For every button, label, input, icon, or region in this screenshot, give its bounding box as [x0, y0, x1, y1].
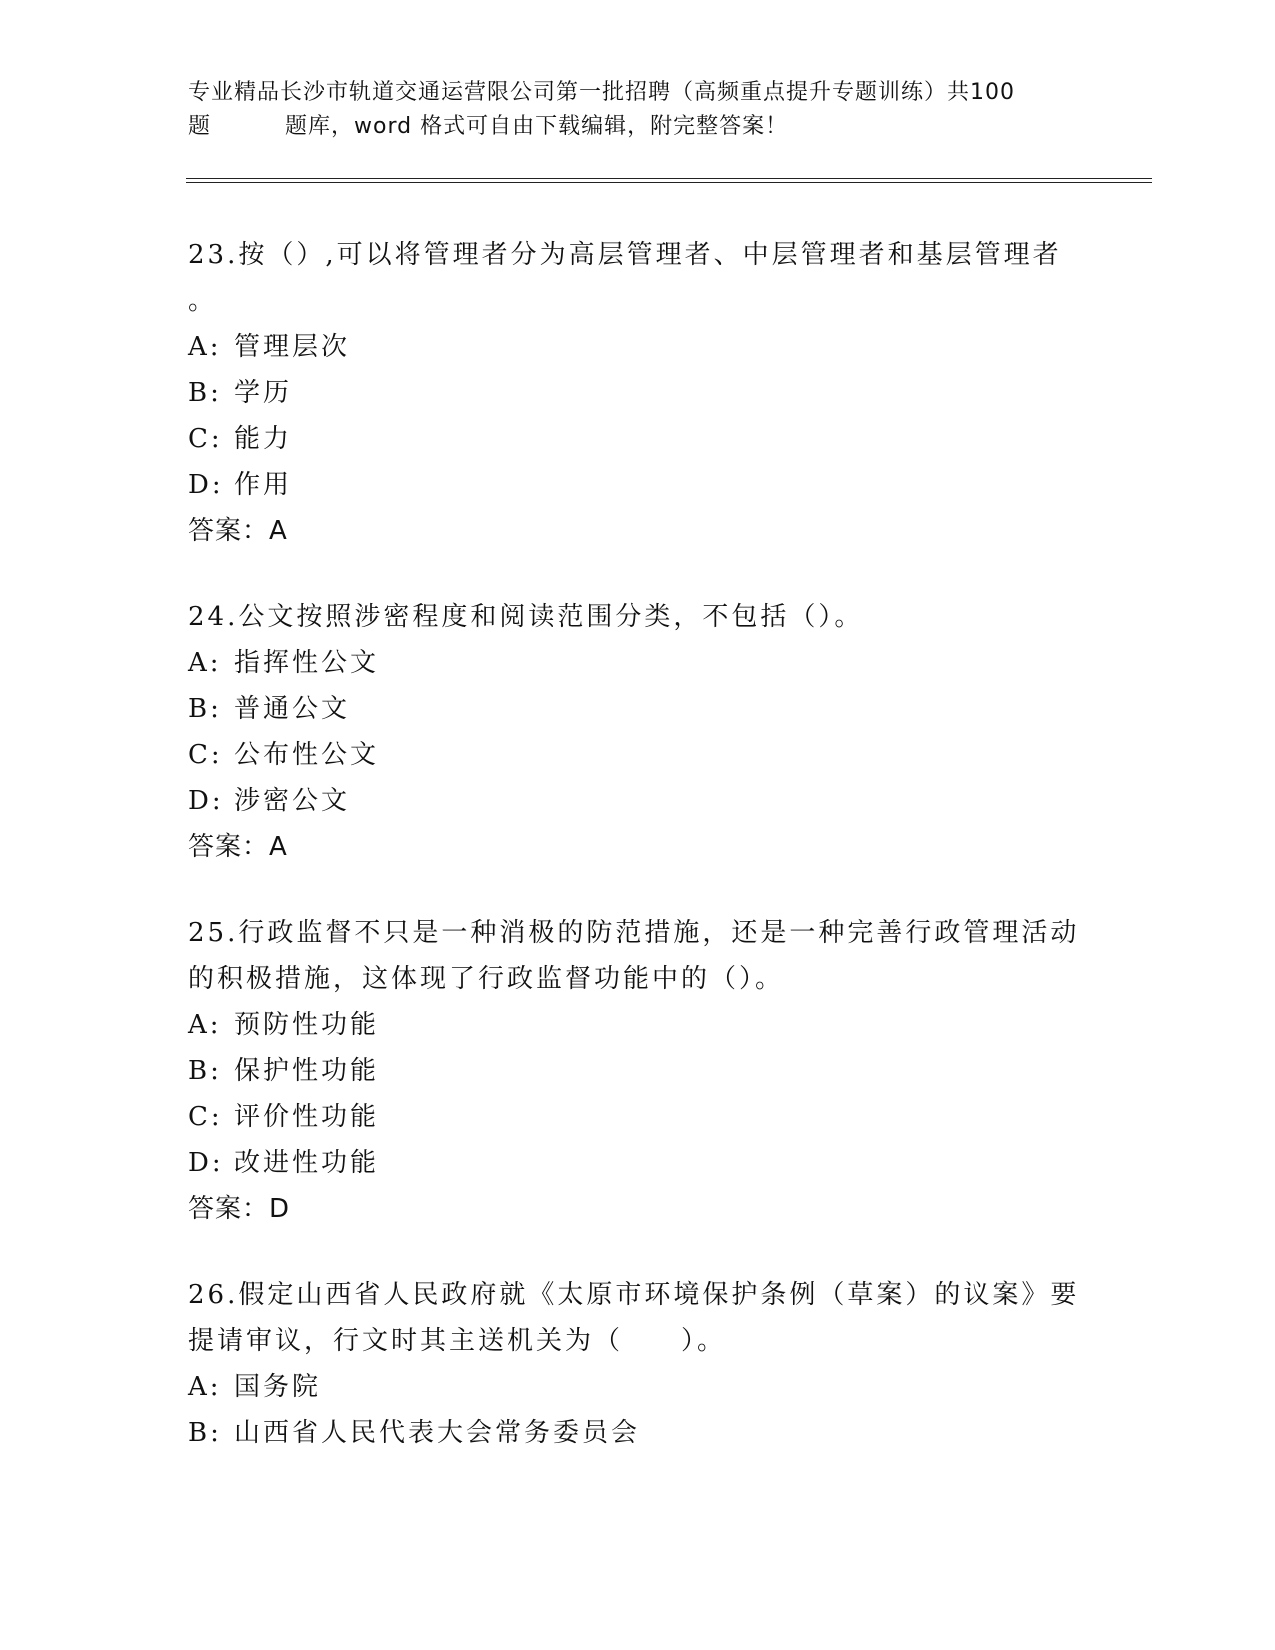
option-text: 山西省人民代表大会常务委员会 [234, 1418, 641, 1448]
answer-option [188, 1094, 1088, 1140]
option-text: 评价性功能 [234, 1102, 380, 1132]
option-text: 学历 [234, 378, 293, 408]
option-text: 涉密公文 [234, 786, 351, 816]
option-key: A: [188, 332, 222, 362]
header-line-2 [188, 110, 1088, 144]
question-text-line: 提请审议，行文时其主送机关为（ ）。 [188, 1326, 727, 1356]
answer-option [188, 370, 1088, 416]
question-block [188, 594, 1088, 870]
option-key: D: [188, 1148, 224, 1178]
answer-option [188, 1002, 1088, 1048]
option-text: 指挥性公文 [234, 648, 380, 678]
answer-option [188, 1048, 1088, 1094]
question-block [188, 910, 1088, 1232]
question-list [188, 232, 1088, 1456]
question-text-line: 24.公文按照涉密程度和阅读范围分类，不包括（）。 [188, 602, 864, 632]
option-text: 改进性功能 [234, 1148, 380, 1178]
option-text: 管理层次 [234, 332, 351, 362]
question-text-line: 的积极措施，这体现了行政监督功能中的（）。 [188, 964, 785, 994]
question-block [188, 232, 1088, 554]
document-header [188, 76, 1088, 144]
answer-option [188, 416, 1088, 462]
question-text-line: 26.假定山西省人民政府就《太原市环境保护条例（草案）的议案》要 [188, 1280, 1080, 1310]
option-text: 作用 [234, 470, 293, 500]
option-text: 能力 [234, 424, 293, 454]
option-text: 普通公文 [234, 694, 351, 724]
question-text [188, 910, 1088, 1002]
option-text: 保护性功能 [234, 1056, 380, 1086]
option-text: 预防性功能 [234, 1010, 380, 1040]
answer-option [188, 732, 1088, 778]
answer-line: 答案：A [188, 516, 288, 546]
option-key: D: [188, 470, 224, 500]
option-key: C: [188, 1102, 223, 1132]
option-text: 公布性公文 [234, 740, 380, 770]
answer-option [188, 324, 1088, 370]
header-line-2-end: 题库，word 格式可自由下载编辑，附完整答案！ [285, 114, 789, 139]
answer-line: 答案：A [188, 832, 288, 862]
answer-option [188, 462, 1088, 508]
answer-option [188, 686, 1088, 732]
answer-option [188, 778, 1088, 824]
option-key: B: [188, 1418, 222, 1448]
answer-option [188, 1140, 1088, 1186]
option-key: D: [188, 786, 224, 816]
option-key: A: [188, 1372, 222, 1402]
option-key: B: [188, 378, 222, 408]
question-text-line: 23.按（）,可以将管理者分为高层管理者、中层管理者和基层管理者 [188, 240, 1062, 270]
option-key: A: [188, 1010, 222, 1040]
option-key: B: [188, 1056, 222, 1086]
answer-option [188, 640, 1088, 686]
option-key: B: [188, 694, 222, 724]
question-text-line: 。 [188, 286, 218, 316]
option-key: C: [188, 740, 223, 770]
question-text-line: 25.行政监督不只是一种消极的防范措施，还是一种完善行政管理活动 [188, 918, 1080, 948]
question-block [188, 1272, 1088, 1456]
question-text [188, 1272, 1088, 1364]
option-key: C: [188, 424, 223, 454]
answer-line: 答案：D [188, 1194, 291, 1224]
header-divider [186, 178, 1152, 183]
option-text: 国务院 [234, 1372, 322, 1402]
answer-option [188, 1364, 1088, 1410]
option-key: A: [188, 648, 222, 678]
answer-option [188, 1410, 1088, 1456]
header-line-1: 专业精品长沙市轨道交通运营限公司第一批招聘（高频重点提升专题训练）共100 [188, 80, 1015, 105]
question-text [188, 232, 1088, 324]
header-line-2-start: 题 [188, 114, 212, 139]
question-text [188, 594, 1088, 640]
